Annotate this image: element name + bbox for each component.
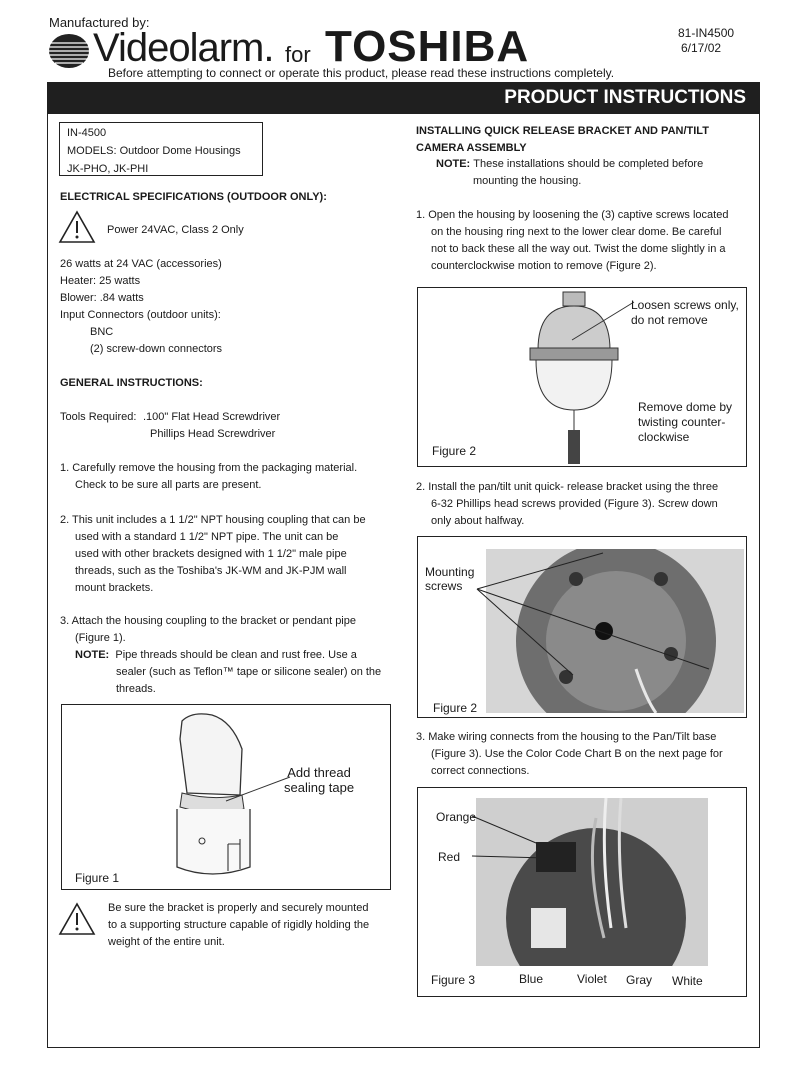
wire-label-orange: Orange bbox=[436, 810, 477, 824]
install-step-3-line: 3. Make wiring connects from the housing to the Pan/Tilt base bbox=[416, 731, 717, 743]
general-step-2-line: 2. This unit includes a 1 1/2" NPT housing coupling that can be bbox=[60, 514, 366, 526]
figure-3 bbox=[417, 787, 747, 997]
install-step-3-line: (Figure 3). Use the Color Code Chart B on the next page for bbox=[431, 748, 723, 760]
figure-1 bbox=[61, 704, 391, 890]
figure-1-callout bbox=[284, 765, 354, 795]
callout-leader-line bbox=[222, 775, 292, 805]
figure-2-label: Figure 2 bbox=[432, 444, 477, 458]
figure-2-bracket bbox=[417, 536, 747, 718]
install-step-1-line: on the housing ring next to the lower clear dome. Be careful bbox=[431, 226, 722, 238]
brand-name bbox=[93, 25, 273, 71]
note-line: sealer (such as Teflon™ tape or silicone sealer) on the bbox=[116, 666, 382, 678]
note-line: These installations should be completed before bbox=[473, 158, 704, 170]
doc-date: 6/17/02 bbox=[681, 41, 722, 55]
connectors-spec: Input Connectors (outdoor units): bbox=[60, 309, 221, 321]
note-line: mounting the housing. bbox=[473, 175, 582, 187]
warning-line: weight of the entire unit. bbox=[108, 936, 225, 948]
power-spec: Power 24VAC, Class 2 Only bbox=[107, 224, 244, 236]
note-line: threads. bbox=[116, 683, 156, 695]
general-step-2-line: threads, such as the Toshiba's JK-WM and JK-PJM wall bbox=[75, 565, 347, 577]
figure-2-callout-dome bbox=[638, 400, 732, 445]
brand-dot: . bbox=[263, 26, 274, 70]
electrical-heading: ELECTRICAL SPECIFICATIONS (OUTDOOR ONLY): bbox=[60, 191, 327, 203]
install-heading-line: INSTALLING QUICK RELEASE BRACKET AND PAN/TILT bbox=[416, 125, 709, 137]
electrical-specs bbox=[60, 256, 222, 358]
install-step-3 bbox=[416, 729, 761, 780]
install-step-2-line: only about halfway. bbox=[431, 515, 525, 527]
install-step-2-line: 2. Install the pan/tilt unit quick- release bracket using the three bbox=[416, 481, 719, 493]
tools-list bbox=[143, 409, 280, 443]
install-step-3-line: correct connections. bbox=[431, 765, 530, 777]
callout-line: screws bbox=[425, 579, 463, 593]
note-line: Pipe threads should be clean and rust free. Use a bbox=[115, 649, 357, 661]
install-step-2 bbox=[416, 479, 761, 530]
warning-line: to a supporting structure capable of rigidly holding the bbox=[108, 919, 370, 931]
general-step-3-line: 3. Attach the housing coupling to the bracket or pendant pipe bbox=[60, 615, 356, 627]
videolarm-logo-icon bbox=[47, 31, 91, 71]
tool-flat-screwdriver: .100" Flat Head Screwdriver bbox=[143, 411, 281, 423]
figure-2-bracket-label: Figure 2 bbox=[433, 701, 478, 715]
heater-spec: Heater: 25 watts bbox=[60, 275, 141, 287]
callout-line: sealing tape bbox=[284, 780, 355, 795]
general-step-1-line: 1. Carefully remove the housing from the packaging material. bbox=[60, 462, 358, 474]
general-step-2-line: mount brackets. bbox=[75, 582, 154, 594]
callout-line: clockwise bbox=[638, 430, 690, 444]
bnc-spec: BNC bbox=[90, 326, 114, 338]
general-step-2-line: used with a standard 1 1/2" NPT pipe. The unit can be bbox=[75, 531, 339, 543]
callout-line: Mounting bbox=[425, 565, 475, 579]
general-step-1-line: Check to be sure all parts are present. bbox=[75, 479, 262, 491]
instruction-note: Before attempting to connect or operate this product, please read these instructions completely. bbox=[108, 66, 615, 80]
general-step-1 bbox=[60, 460, 405, 494]
install-step-1 bbox=[416, 207, 761, 275]
general-step-2-line: used with other brackets designed with 1 1/2" male pipe bbox=[75, 548, 347, 560]
tools-label: Tools Required: bbox=[60, 411, 137, 423]
note-label: NOTE: bbox=[436, 158, 471, 170]
blower-spec: Blower: .84 watts bbox=[60, 292, 144, 304]
mounting-screws-callout bbox=[425, 565, 474, 593]
install-step-2-line: 6-32 Phillips head screws provided (Figure 3). Screw down bbox=[431, 498, 718, 510]
doc-number: 81-IN4500 bbox=[678, 26, 735, 40]
wire-label-white: White bbox=[672, 974, 703, 988]
bracket-warning bbox=[108, 900, 398, 951]
brand-text: Videolarm bbox=[93, 26, 264, 70]
wire-label-violet: Violet bbox=[577, 972, 607, 986]
general-step-3-line: (Figure 1). bbox=[75, 632, 126, 644]
for-text: for bbox=[285, 42, 311, 67]
install-note bbox=[436, 156, 703, 190]
figure-3-label: Figure 3 bbox=[431, 973, 476, 987]
tool-phillips-screwdriver: Phillips Head Screwdriver bbox=[150, 428, 276, 440]
general-step-2 bbox=[60, 512, 405, 597]
install-step-1-line: not to back these all the way out. Twist the dome slightly in a bbox=[431, 243, 726, 255]
general-note bbox=[75, 647, 405, 698]
callout-line: Add thread bbox=[287, 765, 351, 780]
wire-label-red: Red bbox=[438, 850, 461, 864]
page-title: PRODUCT INSTRUCTIONS bbox=[504, 87, 746, 108]
warning-icon bbox=[58, 210, 96, 244]
doc-meta bbox=[678, 26, 734, 56]
mounting-screws-leaders bbox=[473, 549, 723, 689]
manufactured-by: Manufactured by: bbox=[49, 15, 150, 30]
warning-line: Be sure the bracket is properly and securely mounted bbox=[108, 902, 369, 914]
model-numbers: JK-PHO, JK-PHI bbox=[67, 163, 149, 175]
figure-1-label: Figure 1 bbox=[75, 871, 120, 885]
note-label: NOTE: bbox=[75, 649, 110, 661]
wire-label-gray: Gray bbox=[626, 973, 653, 987]
install-heading bbox=[416, 123, 709, 157]
toshiba-logo: TOSHIBA bbox=[325, 22, 530, 71]
general-heading: GENERAL INSTRUCTIONS: bbox=[60, 377, 203, 389]
model-code: IN-4500 bbox=[67, 127, 107, 139]
figure-2 bbox=[417, 287, 747, 467]
install-heading-line: CAMERA ASSEMBLY bbox=[416, 142, 527, 154]
callout-leader-line bbox=[568, 296, 638, 346]
general-step-3 bbox=[60, 613, 405, 647]
watts-spec: 26 watts at 24 VAC (accessories) bbox=[60, 258, 222, 270]
figure-2-callout-screws bbox=[631, 298, 739, 328]
callout-line: Loosen screws only, bbox=[631, 298, 739, 312]
title-bar bbox=[47, 82, 760, 114]
wire-callout-leaders bbox=[468, 808, 578, 868]
screw-connector-spec: (2) screw-down connectors bbox=[90, 343, 223, 355]
models-line: MODELS: Outdoor Dome Housings bbox=[67, 145, 241, 157]
callout-line: do not remove bbox=[631, 313, 708, 327]
install-step-1-line: counterclockwise motion to remove (Figure 2). bbox=[431, 260, 657, 272]
wire-label-blue: Blue bbox=[519, 972, 544, 986]
install-step-1-line: 1. Open the housing by loosening the (3) captive screws located bbox=[416, 209, 729, 221]
model-box bbox=[59, 122, 263, 176]
callout-line: Remove dome by bbox=[638, 400, 733, 414]
warning-icon bbox=[58, 902, 96, 936]
callout-line: twisting counter- bbox=[638, 415, 726, 429]
